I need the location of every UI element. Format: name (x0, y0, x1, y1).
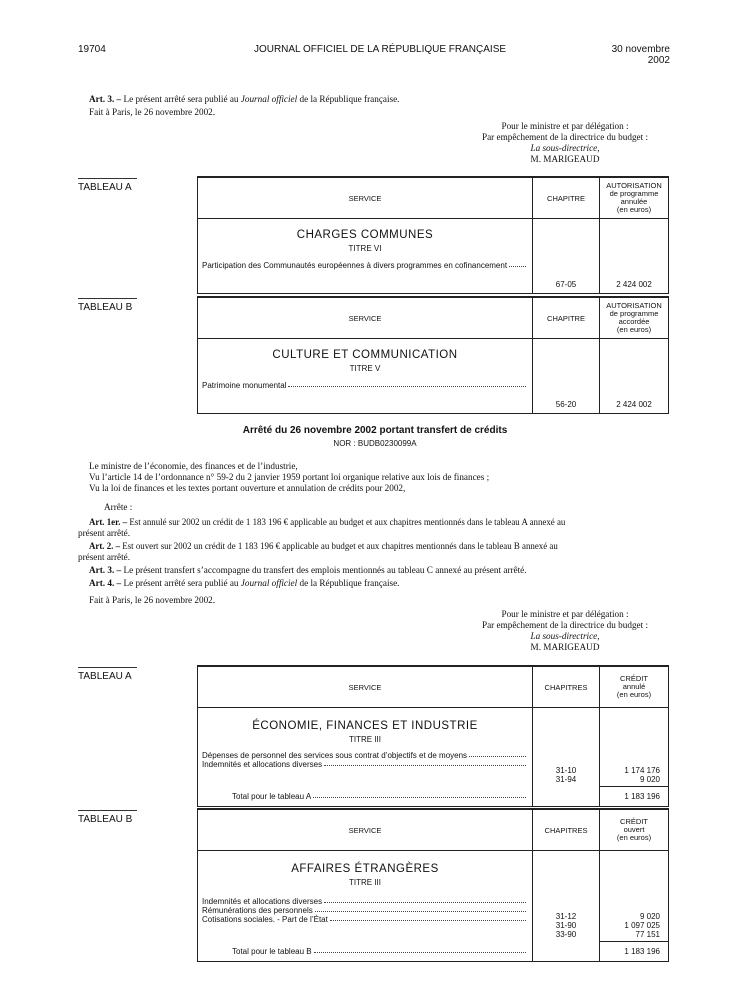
table-row: Indemnités et allocations diverses (202, 897, 528, 906)
titre: TITRE V (349, 364, 381, 373)
amount-cell: 2 424 002 (600, 219, 669, 294)
fait-a-paris: Fait à Paris, le 26 novembre 2002. (89, 595, 216, 605)
tableau-a-table-1 (197, 176, 669, 294)
table-row: Rémunérations des personnels (202, 906, 528, 915)
chapitre-cell: 56-20 (533, 339, 600, 414)
section-title: ÉCONOMIE, FINANCES ET INDUSTRIE (252, 720, 478, 732)
section-block (198, 339, 533, 414)
signature-block: Pour le ministre et par délégation : Par empêchement de la directrice du budget : La sous-directrice, M. MARIGEAUD (481, 609, 649, 652)
col-amount: CRÉDIT ouvert (en euros) (600, 809, 669, 851)
tableau-a-table-2 (197, 665, 669, 807)
article-1-cont: présent arrêté. (78, 528, 131, 538)
section-title: CHARGES COMMUNES (296, 229, 434, 241)
chapitre-cell: 31-12 31-90 33-90 (533, 851, 600, 942)
section-title: AFFAIRES ÉTRANGÈRES (291, 863, 439, 875)
tableau-b-label-2: TABLEAU B (78, 810, 137, 825)
header-date: 30 novembre 2002 (611, 44, 670, 66)
fait-a-paris-top: Fait à Paris, le 26 novembre 2002. (89, 107, 216, 117)
article-2: Art. 2. – Est ouvert sur 2002 un crédit de 1 183 196 € applicable au budget et aux chapitres mentionnés dans le tableau B annexé au (89, 541, 558, 551)
table-row: Indemnités et allocations diverses (202, 760, 528, 769)
chapitre-cell: 31-10 31-94 (533, 708, 600, 787)
titre: TITRE III (349, 878, 381, 887)
col-amount: CRÉDIT annulé (en euros) (600, 666, 669, 708)
col-service: SERVICE (198, 666, 533, 708)
article-1: Art. 1er. – Est annulé sur 2002 un crédit de 1 183 196 € applicable au budget et aux chapitres mentionnés dans le tableau A annexé au (89, 517, 566, 527)
col-service: SERVICE (198, 297, 533, 339)
intro-vu-1: Vu l’article 14 de l’ordonnance n° 59-2 du 2 janvier 1959 portant loi organique relative aux lois de finances ; (89, 472, 490, 482)
section-block (198, 219, 533, 294)
section-block (198, 708, 533, 787)
col-service: SERVICE (198, 177, 533, 219)
article-3-top: Art. 3. – Le présent arrêté sera publié au Journal officiel de la République française. (89, 94, 400, 104)
total-row: Total pour le tableau A (198, 786, 533, 807)
page-number: 19704 (78, 44, 106, 55)
section-block (198, 851, 533, 942)
tableau-a-label-1: TABLEAU A (78, 178, 137, 193)
titre: TITRE VI (348, 244, 382, 253)
amount-cell: 1 174 176 9 020 (600, 708, 669, 787)
total-amount: 1 183 196 (600, 786, 669, 807)
col-chapitre: CHAPITRE (533, 177, 600, 219)
col-amount: AUTORISATION de programme annulée (en euros) (600, 177, 669, 219)
amount-cell: 2 424 002 (600, 339, 669, 414)
table-row: Participation des Communautés européennes à divers programmes en cofinancement (202, 261, 528, 270)
table-row: Patrimoine monumental (202, 381, 528, 390)
titre: TITRE III (349, 735, 381, 744)
article-4: Art. 4. – Le présent arrêté sera publié au Journal officiel de la République française. (89, 578, 400, 588)
arrete-label: Arrête : (104, 502, 133, 512)
nor-reference: NOR : BUDB0230099A (333, 439, 417, 448)
arrete-title: Arrêté du 26 novembre 2002 portant transfert de crédits (242, 425, 508, 436)
article-2-cont: présent arrêté. (78, 552, 131, 562)
table-row: Dépenses de personnel des services sous contrat d’objectifs et de moyens (202, 751, 528, 760)
col-chapitre: CHAPITRE (533, 297, 600, 339)
amount-cell: 9 020 1 097 025 77 151 (600, 851, 669, 942)
col-chapitres: CHAPITRES (533, 666, 600, 708)
tableau-b-table-2 (197, 808, 669, 962)
tableau-a-label-2: TABLEAU A (78, 667, 137, 682)
table-row: Cotisations sociales. - Part de l’État (202, 915, 528, 924)
intro-vu-2: Vu la loi de finances et les textes portant ouverture et annulation de crédits pour 2002, (89, 483, 406, 493)
total-row: Total pour le tableau B (198, 941, 533, 962)
col-service: SERVICE (198, 809, 533, 851)
tableau-b-table-1 (197, 296, 669, 414)
tableau-b-label-1: TABLEAU B (78, 298, 137, 313)
col-chapitres: CHAPITRES (533, 809, 600, 851)
journal-title: JOURNAL OFFICIEL DE LA RÉPUBLIQUE FRANÇAISE (253, 44, 507, 55)
article-3: Art. 3. – Le présent transfert s’accompagne du transfert des emplois mentionnés au tableau C annexé au présent arrêté. (89, 565, 527, 575)
signature-block-top: Pour le ministre et par délégation : Par empêchement de la directrice du budget : La sous-directrice, M. MARIGEAUD (481, 121, 649, 164)
section-title: CULTURE ET COMMUNICATION (272, 349, 458, 361)
chapitre-cell: 67-05 (533, 219, 600, 294)
col-amount: AUTORISATION de programme accordée (en euros) (600, 297, 669, 339)
total-amount: 1 183 196 (600, 941, 669, 962)
intro-ministre: Le ministre de l’économie, des finances et de l’industrie, (89, 461, 298, 471)
